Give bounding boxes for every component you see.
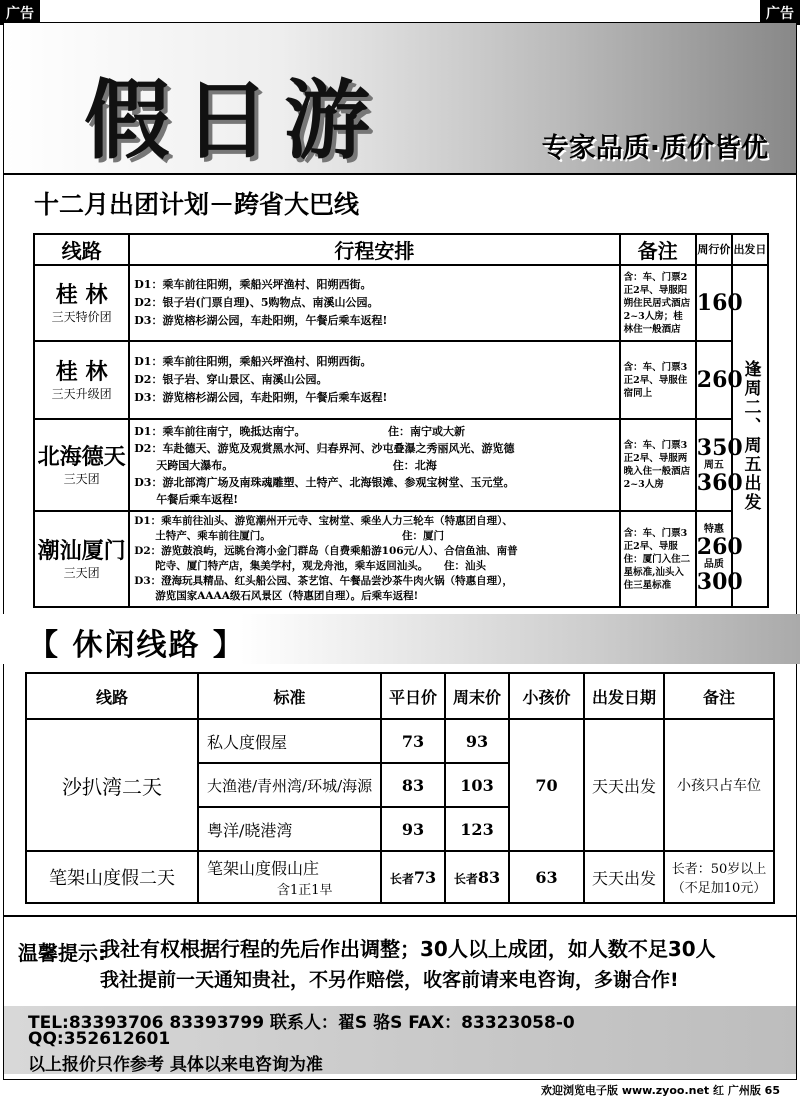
ad-tag-right: 广告 bbox=[760, 0, 800, 25]
elder-price: 73 bbox=[413, 867, 437, 887]
itinerary-line: 土特产、乘车前往厦门。 住：厦门 bbox=[134, 530, 444, 542]
warm-tip-label: 温馨提示: bbox=[18, 941, 106, 965]
header-weekend-price: 周末价 bbox=[445, 673, 509, 719]
route-cell bbox=[34, 341, 129, 419]
contact-bar bbox=[4, 1006, 796, 1074]
note-cell bbox=[664, 851, 774, 903]
child-price: 70 bbox=[509, 719, 584, 851]
price-label: 特惠 bbox=[703, 524, 724, 535]
price-value-2: 360 bbox=[696, 469, 743, 496]
leisure-title: 【 休闲线路 】 bbox=[28, 628, 245, 663]
note-cell: 含：车、门票3正2早、导服住宿同上 bbox=[620, 341, 696, 419]
standard-cell: 私人度假屋 bbox=[198, 719, 381, 763]
leisure-section-header bbox=[0, 614, 800, 664]
itinerary-line: 天跨国大瀑布。 住：北海 bbox=[134, 458, 437, 472]
price-cell: 260 bbox=[696, 341, 732, 419]
header-itinerary: 行程安排 bbox=[129, 234, 619, 265]
itinerary-line: D3：游览榕杉湖公园，车赴阳朔，午餐后乘车返程! bbox=[134, 314, 388, 327]
note-line: 长者：50岁以上 bbox=[671, 862, 767, 877]
note-cell: 含：车、门票3正2早、导服住：厦门入住二星标准,汕头入住三星标准 bbox=[620, 511, 696, 607]
footer-text: 欢迎浏览电子版 www.zyoo.net 红 广州版 65 bbox=[540, 1084, 780, 1097]
table-row bbox=[26, 719, 774, 763]
standard-name: 笔架山度假山庄 bbox=[207, 859, 320, 878]
note-line: （不足加10元） bbox=[671, 881, 767, 896]
elder-label: 长者 bbox=[389, 871, 414, 886]
header-route: 线路 bbox=[26, 673, 198, 719]
itinerary-line: 游览国家AAAA级石风景区（特惠团自理）。后乘车返程! bbox=[134, 590, 419, 602]
standard-cell: 粤洋/晓港湾 bbox=[198, 807, 381, 851]
itinerary-line: D1：乘车前往南宁，晚抵达南宁。 住：南宁或大新 bbox=[134, 424, 465, 438]
itinerary-line: D2：游览鼓浪屿，远眺台湾小金门群岛（自费乘船游106元/人）、合信鱼油、南普 bbox=[134, 545, 518, 557]
route-name: 桂 林 bbox=[55, 281, 108, 308]
route-sub: 三天团 bbox=[63, 471, 100, 486]
price-cell bbox=[696, 419, 743, 511]
leisure-route-table bbox=[25, 672, 775, 904]
itinerary-line: D3：游北部湾广场及南珠魂雕塑、土特产、北海银滩、参观宝树堂、玉元堂。 bbox=[134, 475, 515, 489]
itinerary-line: D3：澄海玩具精品、红头船公园、茶艺馆、午餐品尝沙茶牛肉火锅（特惠自理）， bbox=[134, 575, 513, 587]
weekday-price bbox=[381, 851, 445, 903]
itinerary-line: D1：乘车前往阳朔，乘船兴坪渔村、阳朔西街。 bbox=[134, 278, 372, 291]
standard-cell: 大渔港/青州湾/环城/海源 bbox=[198, 763, 381, 807]
price-cell: 160 bbox=[696, 265, 732, 341]
route-sub: 三天团 bbox=[63, 565, 100, 580]
route-name: 潮汕厦门 bbox=[37, 537, 126, 564]
weekend-price: 93 bbox=[445, 719, 509, 763]
warm-tip-line: 我社提前一天通知贵社，不另作赔偿，收客前请来电咨询，多谢合作! bbox=[100, 969, 679, 991]
bus-route-table bbox=[33, 233, 769, 608]
itinerary-line: D2：车赴德天、游览及观赏黑水河、归春界河、沙屯叠瀑之秀丽风光、游览德 bbox=[134, 441, 515, 455]
table-row bbox=[34, 511, 768, 607]
ad-tag-left: 广告 bbox=[0, 0, 40, 25]
header-note: 备注 bbox=[664, 673, 774, 719]
header-child-price: 小孩价 bbox=[509, 673, 584, 719]
itinerary-cell bbox=[129, 265, 619, 341]
price-label: 周五 bbox=[703, 459, 724, 471]
departure-date: 天天出发 bbox=[584, 719, 664, 851]
itinerary-cell bbox=[129, 419, 619, 511]
header-depart: 出发日 bbox=[732, 234, 768, 265]
standard-sub: 含1正1早 bbox=[277, 883, 333, 898]
price-value-2: 300 bbox=[696, 569, 743, 595]
route-name: 北海德天 bbox=[37, 443, 126, 470]
itinerary-line: 午餐后乘车返程! bbox=[134, 492, 239, 506]
price-value: 350 bbox=[696, 434, 743, 461]
elder-label: 长者 bbox=[453, 871, 478, 886]
itinerary-line: D1：乘车前往汕头、游览潮州开元寺、宝树堂、乘坐人力三轮车（特惠团自理）、 bbox=[134, 515, 513, 527]
standard-cell bbox=[198, 851, 381, 903]
weekday-price: 73 bbox=[381, 719, 445, 763]
weekday-price: 83 bbox=[381, 763, 445, 807]
table-row bbox=[34, 265, 768, 341]
table-header-row bbox=[34, 234, 768, 265]
itinerary-line: D2：银子岩、穿山景区、南溪山公园。 bbox=[134, 373, 328, 386]
departure-date: 天天出发 bbox=[584, 851, 664, 903]
price-cell bbox=[696, 511, 743, 607]
route-name: 桂 林 bbox=[55, 358, 108, 385]
contact-qq: QQ:352612601 bbox=[28, 1029, 171, 1049]
elder-price: 83 bbox=[477, 867, 501, 887]
note-cell: 含：车、门票2正2早、导服阳朔住民居式酒店2~3人房；桂林住一般酒店 bbox=[620, 265, 696, 341]
price-label-2: 品质 bbox=[703, 559, 724, 570]
weekend-price bbox=[445, 851, 509, 903]
itinerary-line: D3：游览榕杉湖公园，车赴阳朔，午餐后乘车返程! bbox=[134, 391, 388, 404]
departure-text: 逢周二、周五出发 bbox=[740, 360, 761, 512]
itinerary-line: D1：乘车前往阳朔，乘船兴坪渔村、阳朔西街。 bbox=[134, 355, 372, 368]
route-name: 笔架山度假二天 bbox=[26, 851, 198, 903]
header-price: 周行价 bbox=[696, 234, 732, 265]
header-departure-date: 出发日期 bbox=[584, 673, 664, 719]
table-row bbox=[34, 341, 768, 419]
header-route: 线路 bbox=[34, 234, 129, 265]
itinerary-line: D2：银子岩(门票自理)、5购物点、南溪山公园。 bbox=[134, 296, 379, 309]
note-cell: 含：车、门票3正2早、导服两晚入住一般酒店2~3人房 bbox=[620, 419, 696, 511]
contact-tel: TEL:83393706 83393799 联系人：翟S 骆S FAX：83323058-0 bbox=[28, 1013, 575, 1033]
header-weekday-price: 平日价 bbox=[381, 673, 445, 719]
table-header-row bbox=[26, 673, 774, 719]
weekend-price: 123 bbox=[445, 807, 509, 851]
route-cell bbox=[34, 265, 129, 341]
route-sub: 三天升级团 bbox=[51, 386, 112, 401]
price-value: 260 bbox=[696, 534, 743, 560]
weekend-price: 103 bbox=[445, 763, 509, 807]
warm-tip-line: 我社有权根据行程的先后作出调整；30人以上成团，如人数不足30人 bbox=[100, 937, 716, 961]
note-cell: 小孩只占车位 bbox=[664, 719, 774, 851]
weekday-price: 93 bbox=[381, 807, 445, 851]
header-note: 备注 bbox=[620, 234, 696, 265]
contact-note: 以上报价只作参考 具体以来电咨询为准 bbox=[28, 1055, 323, 1075]
plan-title: 十二月出团计划－跨省大巴线 bbox=[34, 190, 360, 219]
brand-title: 假日游 bbox=[84, 71, 384, 171]
page-footer bbox=[0, 1080, 800, 1100]
route-name: 沙扒湾二天 bbox=[26, 719, 198, 851]
warm-tip-section bbox=[4, 915, 796, 1007]
route-cell bbox=[34, 419, 129, 511]
itinerary-line: 陀寺、厦门特产店，集美学村，观龙舟池，乘车返回汕头。 住：汕头 bbox=[134, 560, 486, 572]
route-cell bbox=[34, 511, 129, 607]
route-sub: 三天特价团 bbox=[51, 309, 112, 324]
child-price: 63 bbox=[509, 851, 584, 903]
brand-slogan: 专家品质·质价皆优 bbox=[541, 133, 768, 164]
header-standard: 标准 bbox=[198, 673, 381, 719]
itinerary-cell bbox=[129, 341, 619, 419]
table-row bbox=[26, 851, 774, 903]
itinerary-cell bbox=[129, 511, 619, 607]
banner bbox=[4, 23, 796, 175]
table-row bbox=[34, 419, 768, 511]
